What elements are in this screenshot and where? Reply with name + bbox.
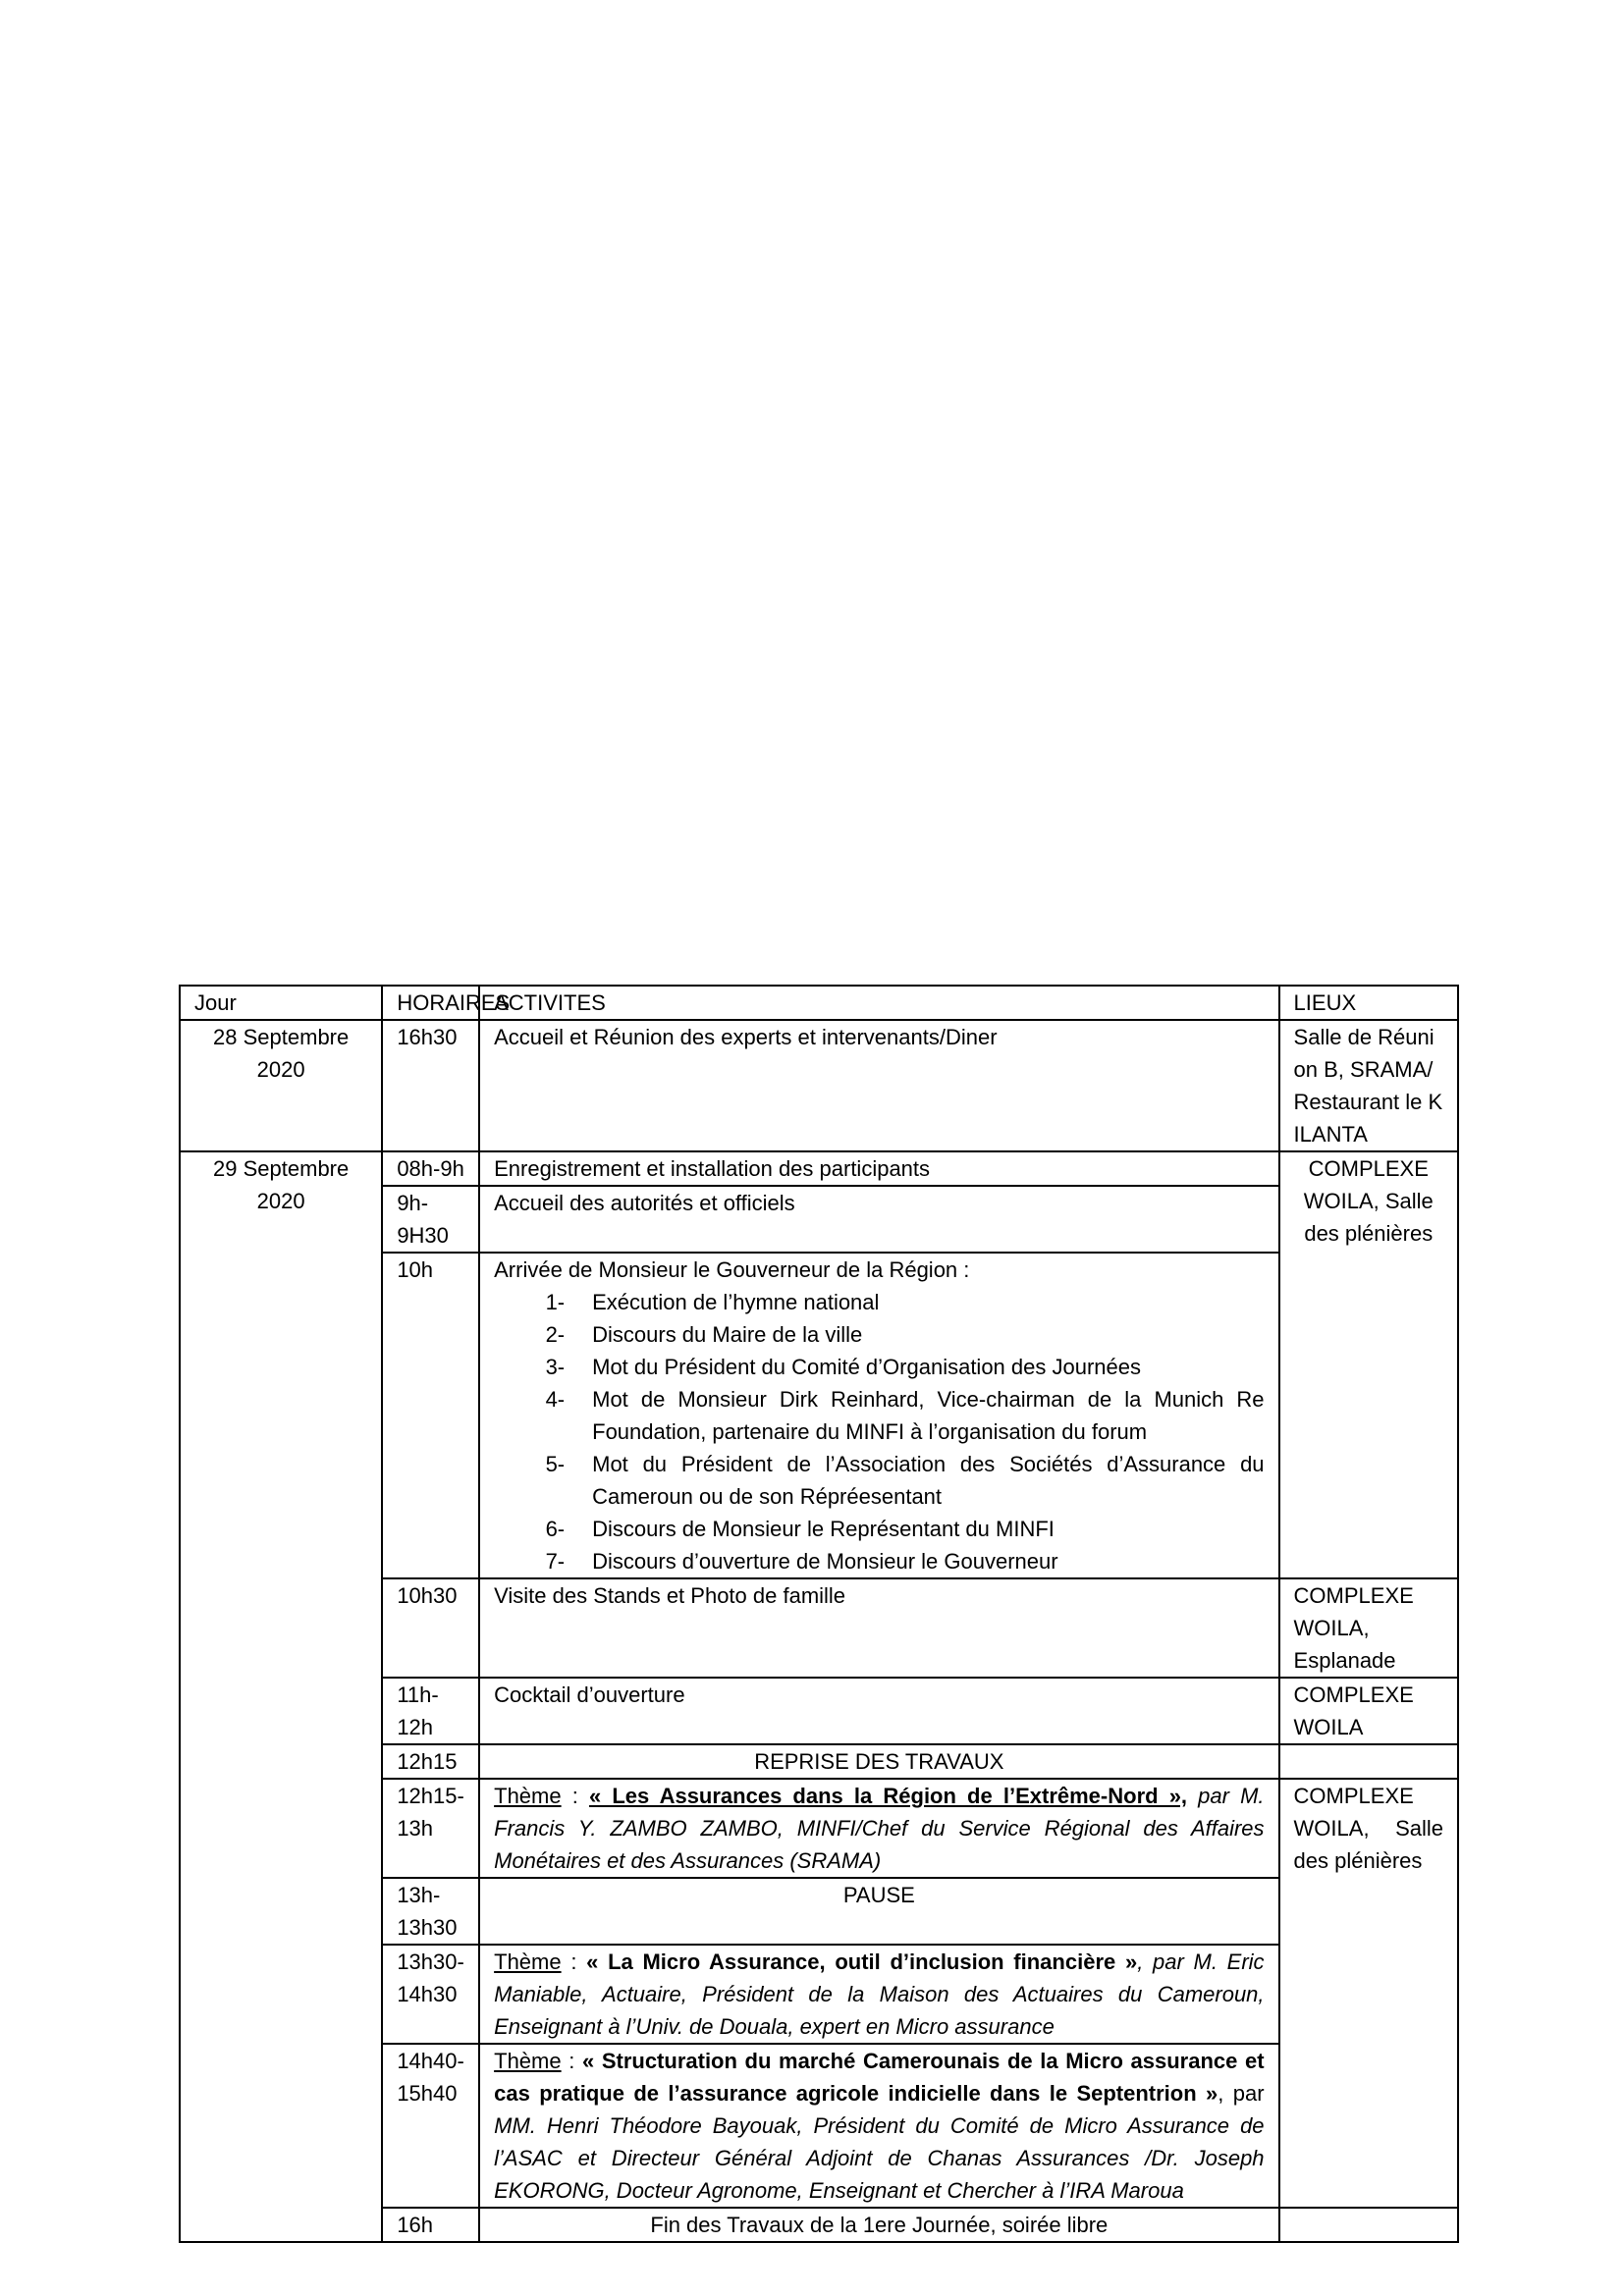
place-plenary-1: COMPLEXE WOILA, Salle des plénières <box>1279 1151 1458 1578</box>
table-row <box>180 1020 1458 1151</box>
row-time: 13h-13h30 <box>382 1878 479 1945</box>
day2-date: 29 Septembre 2020 <box>180 1151 382 2242</box>
row-activity: Visite des Stands et Photo de famille <box>479 1578 1278 1678</box>
row-activity: Fin des Travaux de la 1ere Journée, soirée libre <box>479 2208 1278 2242</box>
day1-date: 28 Septembre 2020 <box>180 1020 382 1151</box>
row-time: 08h-9h <box>382 1151 479 1186</box>
day1-activity: Accueil et Réunion des experts et intervenants/Diner <box>479 1020 1278 1151</box>
place-empty <box>1279 1744 1458 1779</box>
row-activity: PAUSE <box>479 1878 1278 1945</box>
row-time: 12h15-13h <box>382 1779 479 1878</box>
row-time: 16h <box>382 2208 479 2242</box>
row-time: 10h30 <box>382 1578 479 1678</box>
governor-intro: Arrivée de Monsieur le Gouverneur de la Région : <box>494 1257 970 1282</box>
list-item: 6- Discours de Monsieur le Représentant du MINFI <box>545 1517 1055 1541</box>
header-row <box>180 986 1458 1020</box>
day1-place: Salle de Réunion B, SRAMA/Restaurant le KILANTA <box>1279 1020 1458 1151</box>
header-jour: Jour <box>180 986 382 1020</box>
header-activites: ACTIVITES <box>479 986 1278 1020</box>
header-lieux: LIEUX <box>1279 986 1458 1020</box>
row-activity: Thème : « La Micro Assurance, outil d’inclusion financière », par M. Eric Maniable, Actuaire, Président de la Maison des Actuaires du Cameroun, Enseignant à l’Univ. de Douala, expert en Micro assurance <box>479 1945 1278 2044</box>
list-item: 7- Discours d’ouverture de Monsieur le Gouverneur <box>545 1549 1058 1574</box>
row-activity <box>479 1253 1278 1578</box>
row-activity: Cocktail d’ouverture <box>479 1678 1278 1744</box>
row-time: 9h-9H30 <box>382 1186 479 1253</box>
place-esplanade: COMPLEXE WOILA, Esplanade <box>1279 1578 1458 1678</box>
list-item: 5- Mot du Président de l’Association des Sociétés d’Assurance du Cameroun ou de son Répréesentant <box>545 1452 1265 1509</box>
program-table <box>179 985 1459 2243</box>
list-item: 3- Mot du Président du Comité d’Organisation des Journées <box>545 1355 1141 1379</box>
list-item: 2- Discours du Maire de la ville <box>545 1322 863 1347</box>
row-activity: Thème : « Structuration du marché Camerounais de la Micro assurance et cas pratique de l’assurance agricole indicielle dans le Septentrion », par MM. Henri Théodore Bayouak, Président du Comité de Micro Assurance de l’ASAC et Directeur Général Adjoint de Chanas Assurances /Dr. Joseph EKORONG, Docteur Agronome, Enseignant et Chercher à l’IRA Maroua <box>479 2044 1278 2208</box>
place-empty <box>1279 2208 1458 2242</box>
row-activity: REPRISE DES TRAVAUX <box>479 1744 1278 1779</box>
row-time: 14h40-15h40 <box>382 2044 479 2208</box>
row-activity: Thème : « Les Assurances dans la Région de l’Extrême-Nord », par M. Francis Y. ZAMBO ZAMBO, MINFI/Chef du Service Régional des Affaires Monétaires et des Assurances (SRAMA) <box>479 1779 1278 1878</box>
row-time: 11h-12h <box>382 1678 479 1744</box>
row-activity: Accueil des autorités et officiels <box>479 1186 1278 1253</box>
list-item: 1- Exécution de l’hymne national <box>545 1290 880 1314</box>
place-complexe: COMPLEXE WOILA <box>1279 1678 1458 1744</box>
row-time: 13h30-14h30 <box>382 1945 479 2044</box>
row-activity: Enregistrement et installation des participants <box>479 1151 1278 1186</box>
list-item: 4- Mot de Monsieur Dirk Reinhard, Vice-chairman de la Munich Re Foundation, partenaire du MINFI à l’organisation du forum <box>545 1387 1265 1444</box>
speech-list <box>494 1286 1264 1577</box>
header-horaires: HORAIRES <box>382 986 479 1020</box>
row-time: 10h <box>382 1253 479 1578</box>
table-row <box>180 1151 1458 1186</box>
day1-time: 16h30 <box>382 1020 479 1151</box>
row-time: 12h15 <box>382 1744 479 1779</box>
place-plenary-2: COMPLEXE WOILA, Salle des plénières <box>1279 1779 1458 2208</box>
